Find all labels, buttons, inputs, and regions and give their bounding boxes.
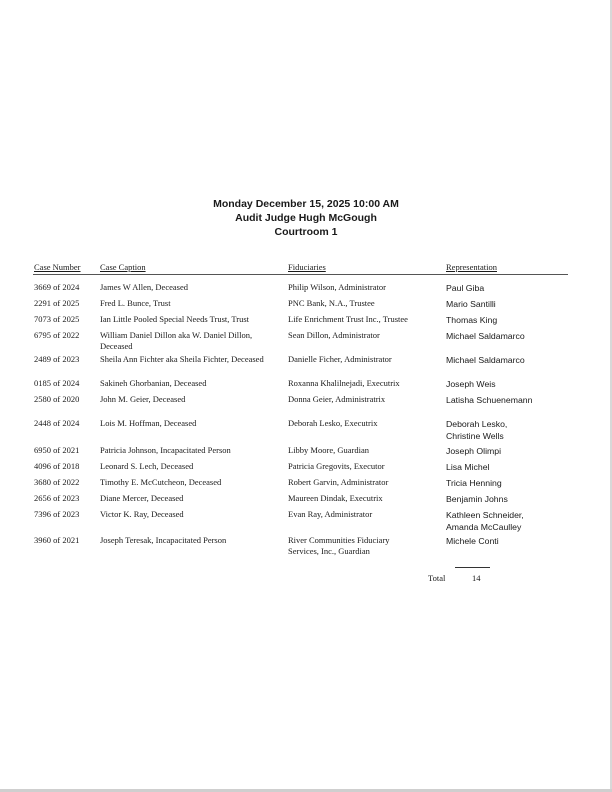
header-divider — [33, 274, 568, 275]
case-caption: Timothy E. McCutcheon, Deceased — [100, 477, 222, 487]
fiduciary: Sean Dillon, Administrator — [288, 330, 380, 340]
case-caption: Victor K. Ray, Deceased — [100, 509, 184, 519]
representation: Paul Giba — [446, 283, 485, 293]
case-number: 2489 of 2023 — [34, 354, 80, 364]
total-value: 14 — [472, 573, 481, 583]
case-caption: Diane Mercer, Deceased — [100, 493, 184, 503]
docket-header — [0, 197, 612, 239]
fiduciary: Donna Geier, Administratrix — [288, 394, 386, 404]
case-caption: Sakineh Ghorbanian, Deceased — [100, 378, 207, 388]
column-header-case-caption: Case Caption — [100, 262, 146, 272]
case-number: 2291 of 2025 — [34, 298, 80, 308]
fiduciary: Danielle Ficher, Administrator — [288, 354, 392, 364]
case-caption: James W Allen, Deceased — [100, 282, 188, 292]
fiduciary: PNC Bank, N.A., Trustee — [288, 298, 375, 308]
representation: Latisha Schuenemann — [446, 395, 533, 405]
fiduciary: Roxanna Khalilnejadi, Executrix — [288, 378, 400, 388]
fiduciary: Evan Ray, Administrator — [288, 509, 373, 519]
case-caption: John M. Geier, Deceased — [100, 394, 186, 404]
case-number: 2580 of 2020 — [34, 394, 80, 404]
representation: Benjamin Johns — [446, 494, 508, 504]
case-number: 4096 of 2018 — [34, 461, 80, 471]
case-caption: Lois M. Hoffman, Deceased — [100, 418, 197, 428]
representation: Joseph Olimpi — [446, 446, 502, 456]
representation: Thomas King — [446, 315, 498, 325]
case-caption: Patricia Johnson, Incapacitated Person — [100, 445, 231, 455]
fiduciary: Deborah Lesko, Executrix — [288, 418, 378, 428]
case-number: 3680 of 2022 — [34, 477, 80, 487]
representation: Michael Saldamarco — [446, 331, 525, 341]
fiduciary: River Communities Fiduciary Services, Inc., Guardian — [288, 535, 390, 556]
fiduciary: Maureen Dindak, Executrix — [288, 493, 383, 503]
case-caption: William Daniel Dillon aka W. Daniel Dillon, Deceased — [100, 330, 253, 351]
fiduciary: Life Enrichment Trust Inc., Trustee — [288, 314, 408, 324]
total-label: Total — [428, 573, 446, 583]
fiduciary: Philip Wilson, Administrator — [288, 282, 386, 292]
case-number: 3960 of 2021 — [34, 535, 80, 545]
hearing-date-line: Monday December 15, 2025 10:00 AM — [213, 198, 399, 210]
case-caption: Sheila Ann Fichter aka Sheila Fichter, Deceased — [100, 354, 264, 364]
case-number: 6950 of 2021 — [34, 445, 80, 455]
representation: Michael Saldamarco — [446, 355, 525, 365]
case-number: 7396 of 2023 — [34, 509, 80, 519]
case-caption: Leonard S. Lech, Deceased — [100, 461, 194, 471]
case-caption: Fred L. Bunce, Trust — [100, 298, 171, 308]
representation: Kathleen Schneider, Amanda McCaulley — [446, 510, 524, 532]
column-header-representation: Representation — [446, 262, 497, 272]
case-number: 6795 of 2022 — [34, 330, 80, 340]
representation: Deborah Lesko, Christine Wells — [446, 419, 508, 441]
case-number: 2656 of 2023 — [34, 493, 80, 503]
column-header-case-number: Case Number — [34, 262, 81, 272]
representation: Michele Conti — [446, 536, 499, 546]
courtroom-line: Courtroom 1 — [274, 226, 338, 238]
representation: Joseph Weis — [446, 379, 496, 389]
case-number: 3669 of 2024 — [34, 282, 80, 292]
case-caption: Ian Little Pooled Special Needs Trust, Trust — [100, 314, 249, 324]
judge-line: Audit Judge Hugh McGough — [235, 212, 377, 224]
column-header-fiduciaries: Fiduciaries — [288, 262, 326, 272]
case-number: 0185 of 2024 — [34, 378, 80, 388]
fiduciary: Libby Moore, Guardian — [288, 445, 369, 455]
representation: Lisa Michel — [446, 462, 490, 472]
total-divider — [455, 567, 490, 568]
case-number: 7073 of 2025 — [34, 314, 80, 324]
case-caption: Joseph Teresak, Incapacitated Person — [100, 535, 227, 545]
representation: Mario Santilli — [446, 299, 496, 309]
fiduciary: Patricia Gregovits, Executor — [288, 461, 385, 471]
fiduciary: Robert Garvin, Administrator — [288, 477, 389, 487]
representation: Tricia Henning — [446, 478, 502, 488]
case-number: 2448 of 2024 — [34, 418, 80, 428]
